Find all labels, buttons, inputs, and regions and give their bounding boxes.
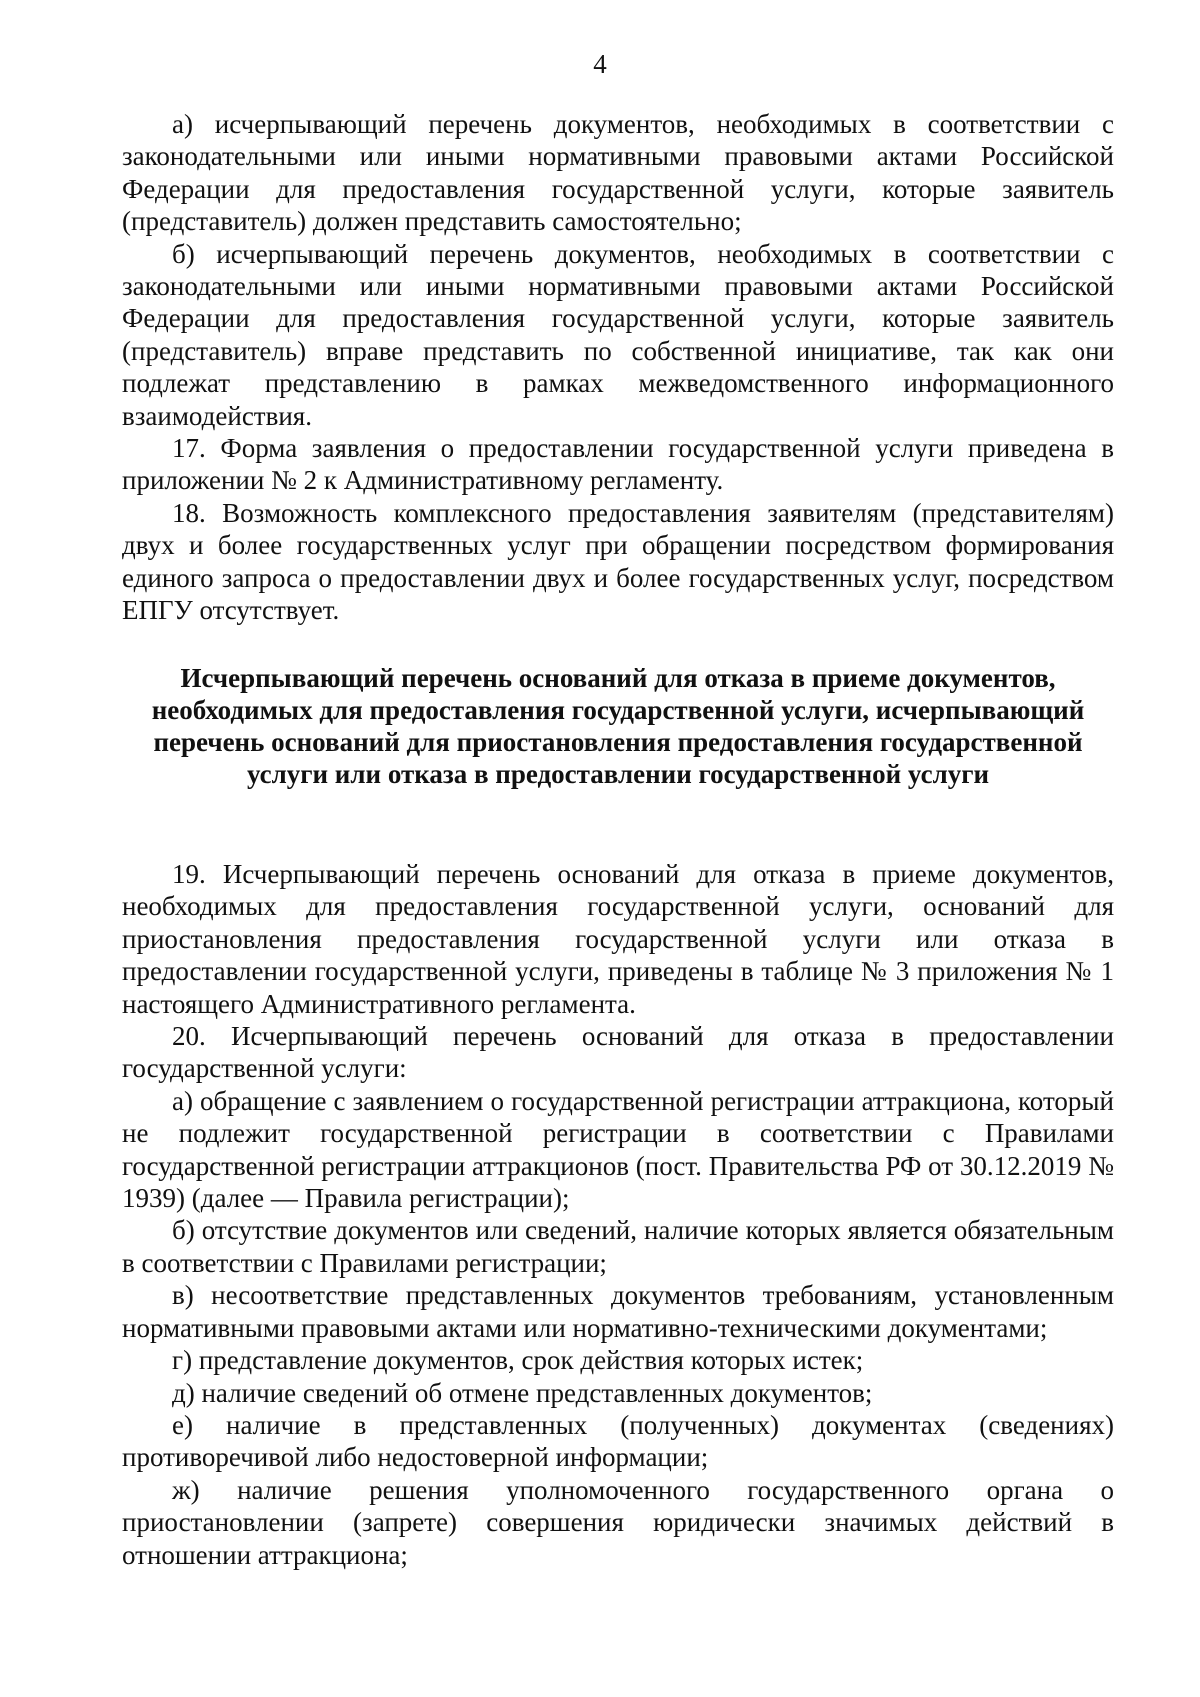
paragraph-19: 19. Исчерпывающий перечень оснований для отказа в приеме документов, необходимых для предоставления государственной услуги, оснований для приостановления предоставления государственной услуги или отказа в предоставлении государственной услуги, приведены в таблице № 3 приложения № 1 настоящего Административного регламента.: [122, 859, 1114, 1019]
bottom-paragraphs: [122, 858, 1114, 1571]
paragraph-20b: б) отсутствие документов или сведений, наличие которых является обязательным в соответствии с Правилами регистрации;: [122, 1215, 1114, 1278]
section-heading-block: [118, 662, 1118, 790]
paragraph-20g: г) представление документов, срок действия которых истек;: [172, 1345, 864, 1376]
section-heading: Исчерпывающий перечень оснований для отказа в приеме документов, необходимых для предоставления государственной услуги, исчерпывающий перечень оснований для приостановления предоставления государственной услуги или отказа в предоставлении государственной услуги: [151, 663, 1085, 789]
paragraph-20a: а) обращение с заявлением о государственной регистрации аттракциона, который не подлежит государственной регистрации в соответствии с Правилами государственной регистрации аттракционов (пост. Правительства РФ от 30.12.2019 № 1939) (далее — Правила регистрации);: [122, 1085, 1114, 1214]
top-paragraphs: [122, 108, 1114, 627]
paragraph-17: 17. Форма заявления о предоставлении государственной услуги приведена в приложении № 2 к Административному регламенту.: [122, 433, 1114, 496]
paragraph-20v: в) несоответствие представленных документов требованиям, установленным нормативными правовыми актами или нормативно-техническими документами;: [122, 1280, 1114, 1343]
paragraph-20zh: ж) наличие решения уполномоченного государственного органа о приостановлении (запрете) совершения юридически значимых действий в отношении аттракциона;: [122, 1474, 1114, 1570]
paragraph-16b: б) исчерпывающий перечень документов, необходимых в соответствии с законодательными или иными нормативными правовыми актами Российской Федерации для предоставления государственной услуги, которые заявитель (представитель) вправе представить по собственной инициативе, так как они подлежат представлению в рамках межведомственного информационного взаимодействия.: [122, 238, 1114, 431]
paragraph-20e: е) наличие в представленных (полученных) документах (сведениях) противоречивой либо недостоверной информации;: [122, 1409, 1114, 1473]
paragraph-16a: а) исчерпывающий перечень документов, необходимых в соответствии с законодательными или иными нормативными правовыми актами Российской Федерации для предоставления государственной услуги, которые заявитель (представитель) должен представить самостоятельно;: [122, 109, 1114, 237]
paragraph-18: 18. Возможность комплексного предоставления заявителям (представителям) двух и более государственных услуг при обращении посредством формирования единого запроса о предоставлении двух и более государственных услуг, посредством ЕПГУ отсутствует.: [122, 497, 1114, 626]
page-number: 4: [593, 49, 607, 79]
paragraph-20d: д) наличие сведений об отмене представленных документов;: [172, 1377, 873, 1408]
paragraph-20: 20. Исчерпывающий перечень оснований для отказа в предоставлении государственной услуги:: [122, 1021, 1114, 1084]
